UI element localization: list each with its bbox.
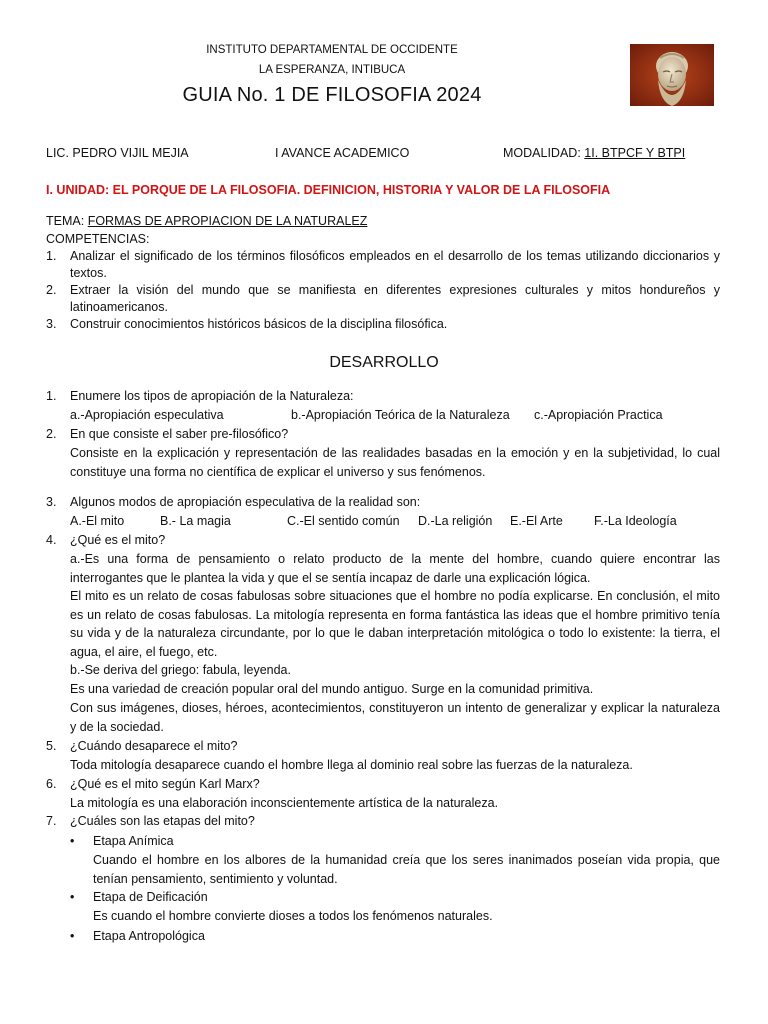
section-heading-desarrollo: DESARROLLO — [329, 354, 439, 371]
modality-value: 1I. BTPCF Y BTPI — [584, 146, 686, 160]
competencias-heading: COMPETENCIAS: — [46, 232, 150, 246]
list-item-text: Extraer la visión del mundo que se manifiesta en diferentes expresiones culturales y mitos hondureños y latinoamericanos. — [70, 283, 720, 314]
question-text: En que consiste el saber pre-filosófico? — [70, 427, 289, 441]
answer-paragraph: Con sus imágenes, dioses, héroes, acontecimientos, constituyeron un intento de generalizar y explicar la naturaleza y de la sociedad. — [70, 701, 720, 734]
stage-name: Etapa de Deificación — [93, 890, 208, 904]
stage-name: Etapa Antropológica — [93, 929, 205, 943]
question-text: ¿Cuándo desaparece el mito? — [70, 739, 238, 753]
answer-paragraph: Es una variedad de creación popular oral del mundo antiguo. Surge en la comunidad primitiva. — [70, 682, 594, 696]
answer-text: La mitología es una elaboración inconscientemente artística de la naturaleza. — [70, 796, 499, 810]
institution-location: LA ESPERANZA, INTIBUCA — [258, 64, 406, 76]
answer-option: D.-La religión — [418, 514, 493, 528]
tema-label: TEMA: — [46, 214, 85, 228]
question-number: 3. — [46, 495, 57, 509]
unit-heading: I. UNIDAD: EL PORQUE DE LA FILOSOFIA. DEFINICION, HISTORIA Y VALOR DE LA FILOSOFIA — [46, 183, 611, 197]
modality-label: MODALIDAD: — [503, 146, 581, 160]
competencias-list — [46, 248, 720, 333]
list-item — [46, 248, 720, 282]
answer-option: E.-El Arte — [510, 514, 563, 528]
list-item — [46, 316, 720, 333]
answer-paragraph: Consiste en la explicación y representación de las realidades basadas en la emoción y en la subjetividad, lo cual constituye una forma no científica de explicar el universo y sus fenómenos. — [70, 446, 720, 479]
question-number: 2. — [46, 427, 57, 441]
list-item — [46, 282, 720, 316]
page-title: GUIA No. 1 DE FILOSOFIA 2024 — [182, 84, 482, 106]
answer-option: F.-La Ideología — [594, 514, 677, 528]
question-number: 7. — [46, 814, 57, 828]
list-item-text: Analizar el significado de los términos filosóficos empleados en el desarrollo de los temas utilizando diccionarios y textos. — [70, 249, 720, 280]
answer-paragraph: a.-Es una forma de pensamiento o relato producto de la mente del hombre, cuando quiere encontrar las interrogantes que le plantea la vida y que el se sentía incapaz de darle una explicación lógica. — [70, 552, 720, 585]
question-text: ¿Qué es el mito según Karl Marx? — [70, 777, 260, 791]
question-number: 1. — [46, 389, 57, 403]
question-number: 5. — [46, 739, 57, 753]
question-text: ¿Cuáles son las etapas del mito? — [70, 814, 255, 828]
question-number: 4. — [46, 533, 57, 547]
answer-option: b.-Apropiación Teórica de la Naturaleza — [291, 408, 510, 422]
question-text: Algunos modos de apropiación especulativa de la realidad son: — [70, 495, 421, 509]
philosopher-portrait-image — [630, 44, 714, 106]
tema — [46, 214, 367, 228]
answer-option: c.-Apropiación Practica — [534, 408, 663, 422]
answer-text: Toda mitología desaparece cuando el hombre llega al dominio real sobre las fuerzas de la naturaleza. — [70, 758, 633, 772]
modality — [503, 146, 685, 160]
list-item-number: 3. — [46, 317, 57, 331]
answer-option: a.-Apropiación especulativa — [70, 408, 224, 422]
bullet: • — [70, 929, 75, 943]
list-item-text: Construir conocimientos históricos básicos de la disciplina filosófica. — [70, 317, 448, 331]
answer-paragraph: El mito es un relato de cosas fabulosas sobre situaciones que el hombre no podía explicarse. En conclusión, el mito es un relato de cosas fabulosas. La mitología representa en forma fantástica las ideas que el hombre primitivo tenía su vida y de la naturaleza circundante, por lo que le daban interpretación mitológica o todo lo existente: la tierra, el agua, el aire, el fuego, etc. — [70, 589, 720, 659]
answer-option: C.-El sentido común — [287, 514, 400, 528]
tema-value: FORMAS DE APROPIACION DE LA NATURALEZ — [87, 214, 368, 228]
institution-name: INSTITUTO DEPARTAMENTAL DE OCCIDENTE — [206, 44, 458, 56]
question-number: 6. — [46, 777, 57, 791]
answer-paragraph: b.-Se deriva del griego: fabula, leyenda. — [70, 663, 291, 677]
bullet: • — [70, 834, 75, 848]
stage-name: Etapa Anímica — [93, 834, 174, 848]
answer-option: B.- La magia — [160, 514, 231, 528]
list-item-number: 2. — [46, 283, 57, 297]
teacher-name: LIC. PEDRO VIJIL MEJIA — [46, 146, 189, 160]
stage-description: Cuando el hombre en los albores de la humanidad creía que los seres inanimados poseían vida propia, que tenían pensamiento, sentimiento y voluntad. — [93, 853, 720, 886]
list-item-number: 1. — [46, 249, 57, 263]
question-text: Enumere los tipos de apropiación de la Naturaleza: — [70, 389, 354, 403]
academic-advance: I AVANCE ACADEMICO — [275, 146, 410, 160]
question-text: ¿Qué es el mito? — [70, 533, 166, 547]
answer-option: A.-El mito — [70, 514, 125, 528]
stage-description: Es cuando el hombre convierte dioses a todos los fenómenos naturales. — [93, 909, 493, 923]
bullet: • — [70, 890, 75, 904]
